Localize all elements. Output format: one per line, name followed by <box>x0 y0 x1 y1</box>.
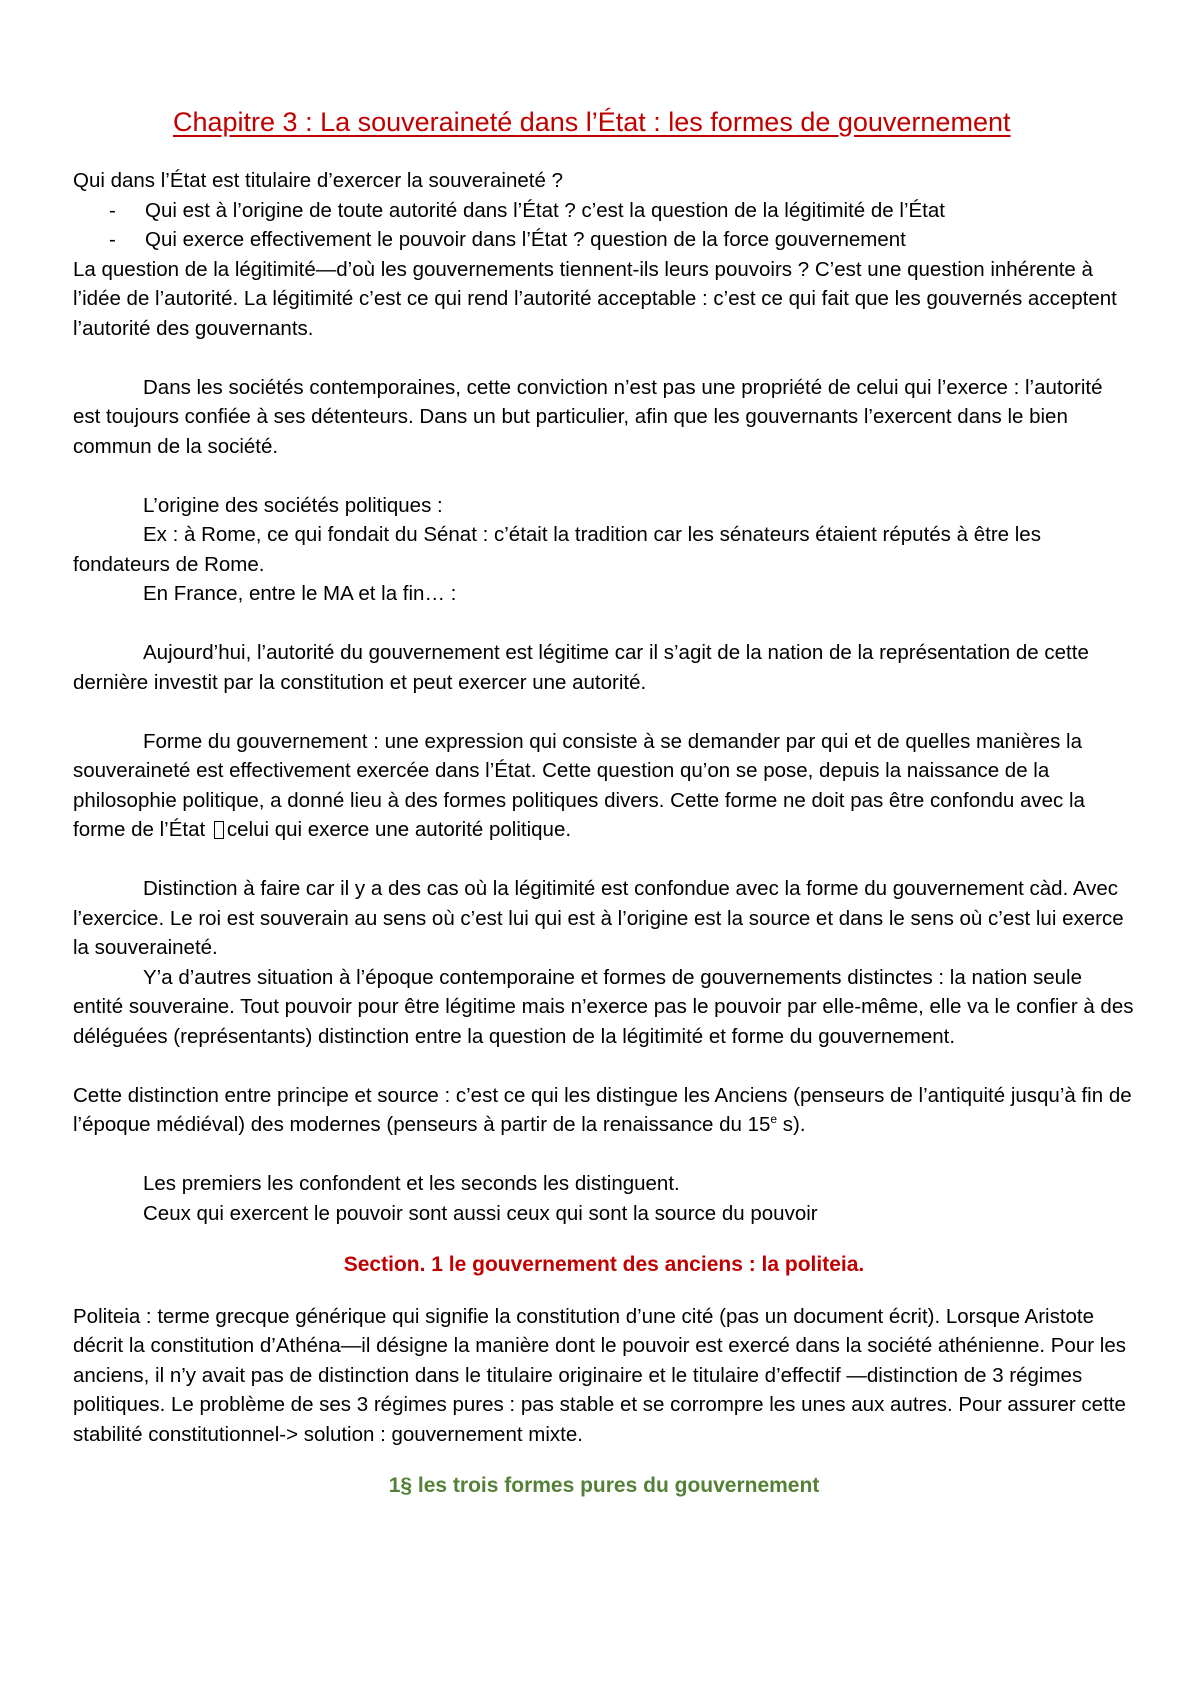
paragraph-distinction: Distinction à faire car il y a des cas où la légitimité est confondue avec la forme du gouvernement càd. Avec l’exercice. Le roi est souverain au sens où c’est lui qui est à l’origine est la source et dans le sens où c’est lui exerce la souveraineté. <box>73 877 1124 959</box>
paragraph-text: celui qui exerce une autorité politique. <box>226 818 572 841</box>
list-item <box>73 196 1135 226</box>
paragraph-france: En France, entre le MA et la fin… : <box>143 582 457 605</box>
intro-list <box>73 196 1135 255</box>
list-marker: - <box>109 228 116 251</box>
superscript: e <box>770 1112 778 1127</box>
document-body <box>73 104 1135 1501</box>
paragraph-cette-distinction <box>73 1081 1135 1140</box>
list-item-text: Qui exerce effectivement le pouvoir dans l’État ? question de la force gouvernement <box>145 228 906 251</box>
paragraph-premiers: Les premiers les confondent et les seconds les distinguent. <box>143 1172 680 1195</box>
paragraph-rome: Ex : à Rome, ce qui fondait du Sénat : c’était la tradition car les sénateurs étaient réputés à être les fondateurs de Rome. <box>73 523 1041 576</box>
list-item-text: Qui est à l’origine de toute autorité dans l’État ? c’est la question de la légitimité de l’État <box>145 198 945 222</box>
paragraph-politeia: Politeia : terme grecque générique qui signifie la constitution d’une cité (pas un document écrit). Lorsque Aristote décrit la constitution d’Athéna—il désigne la manière dont le pouvoir est exercé dans la société athénienne. Pour les anciens, il n’y avait pas de distinction dans le titulaire originaire et le titulaire d’effectif —distinction de 3 régimes politiques. Le problème de ses 3 régimes pures : pas stable et se corrompre les unes aux autres. Pour assurer cette stabilité constitutionnel-> solution : gouvernement mixte. <box>73 1304 1126 1446</box>
list-item <box>73 225 1135 255</box>
paragraph-forme-gouvernement <box>73 727 1135 845</box>
paragraph-text: s). <box>777 1113 806 1136</box>
paragraph-origine: L’origine des sociétés politiques : <box>143 493 443 517</box>
arrow-placeholder-icon <box>214 821 224 839</box>
list-marker: - <box>109 198 116 222</box>
chapter-title: Chapitre 3 : La souveraineté dans l’État : les formes de gouvernement <box>173 107 1011 137</box>
paragraph-aujourdhui: Aujourd’hui, l’autorité du gouvernement est légitime car il s’agit de la nation de la représentation de cette dernière investit par la constitution et peut exercer une autorité. <box>73 641 1089 694</box>
paragraph-societes: Dans les sociétés contemporaines, cette conviction n’est pas une propriété de celui qui l’exerce : l’autorité est toujours confiée à ses détenteurs. Dans un but particulier, afin que les gouvernants l’exercent dans le bien commun de la société. <box>73 375 1103 458</box>
section-title: Section. 1 le gouvernement des anciens : la politeia. <box>343 1253 865 1276</box>
paragraph-text: Forme du gouvernement : une expression qui consiste à se demander par qui et de quelles manières la souveraineté est effectivement exercée dans l’État. Cette question qu’on se pose, depuis la naissance de la philosophie politique, a donné lieu à des formes politiques divers. Cette forme ne doit pas être confondu avec la forme de l’État <box>73 729 1085 841</box>
subsection-title: 1§ les trois formes pures du gouvernement <box>388 1474 820 1497</box>
intro-question: Qui dans l’État est titulaire d’exercer la souveraineté ? <box>73 169 563 192</box>
paragraph-ya: Y’a d’autres situation à l’époque contemporaine et formes de gouvernements distinctes : la nation seule entité souveraine. Tout pouvoir pour être légitime mais n’exerce pas le pouvoir par elle-même, elle va le confier à des déléguées (représentants) distinction entre la question de la légitimité et forme du gouvernement. <box>73 965 1134 1048</box>
paragraph-ceux: Ceux qui exercent le pouvoir sont aussi ceux qui sont la source du pouvoir <box>143 1201 818 1225</box>
paragraph-text: Cette distinction entre principe et source : c’est ce qui les distingue les Anciens (penseurs de l’antiquité jusqu’à fin de l’époque médiéval) des modernes (penseurs à partir de la renaissance du 15 <box>73 1083 1132 1136</box>
paragraph-legitimite: La question de la légitimité—d’où les gouvernements tiennent-ils leurs pouvoirs ? C’est une question inhérente à l’idée de l’autorité. La légitimité c’est ce qui rend l’autorité acceptable : c’est ce qui fait que les gouvernés acceptent l’autorité des gouvernants. <box>73 257 1117 340</box>
